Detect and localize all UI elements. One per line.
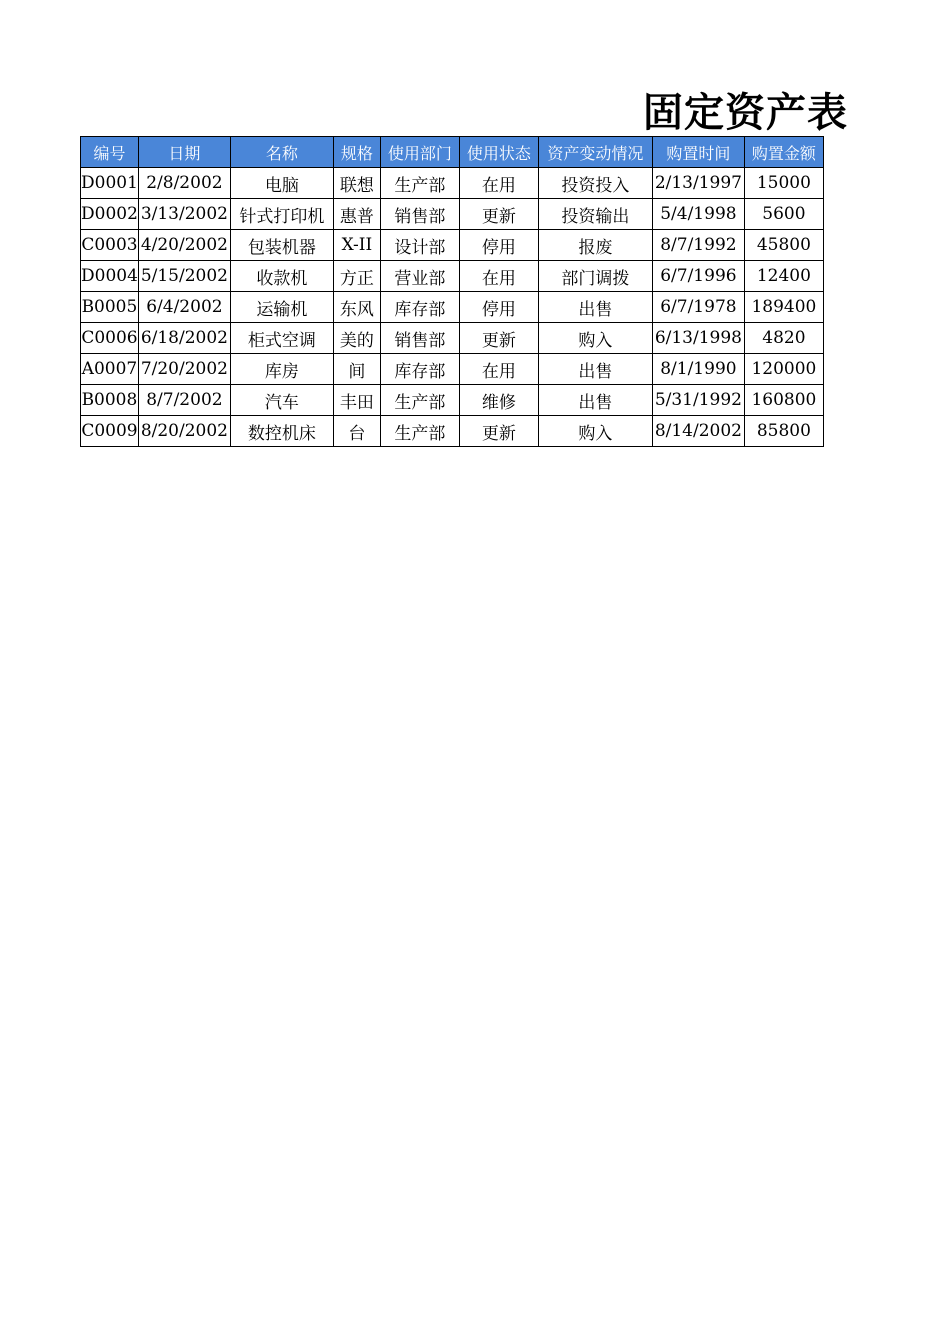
cell-status[interactable]: 更新 [459, 416, 538, 447]
cell-purchase-date[interactable]: 8/1/1990 [652, 354, 744, 385]
table-row [81, 354, 824, 385]
cell-purchase-amount[interactable]: 120000 [744, 354, 823, 385]
cell-department[interactable]: 销售部 [380, 323, 459, 354]
cell-date[interactable]: 3/13/2002 [138, 199, 230, 230]
table-row [81, 385, 824, 416]
cell-purchase-amount[interactable]: 160800 [744, 385, 823, 416]
cell-status[interactable]: 在用 [459, 168, 538, 199]
cell-id[interactable]: C0009 [81, 416, 139, 447]
table-row [81, 416, 824, 447]
table-row [81, 323, 824, 354]
cell-department[interactable]: 生产部 [380, 416, 459, 447]
cell-id[interactable]: D0001 [81, 168, 139, 199]
cell-change[interactable]: 投资投入 [538, 168, 652, 199]
cell-change[interactable]: 投资输出 [538, 199, 652, 230]
cell-purchase-date[interactable]: 6/7/1978 [652, 292, 744, 323]
cell-id[interactable]: C0006 [81, 323, 139, 354]
cell-spec[interactable]: 台 [333, 416, 380, 447]
cell-name[interactable]: 数控机床 [230, 416, 333, 447]
cell-status[interactable]: 更新 [459, 323, 538, 354]
cell-spec[interactable]: 东风 [333, 292, 380, 323]
cell-id[interactable]: B0005 [81, 292, 139, 323]
cell-id[interactable]: D0002 [81, 199, 139, 230]
cell-spec[interactable]: 惠普 [333, 199, 380, 230]
cell-spec[interactable]: 美的 [333, 323, 380, 354]
cell-purchase-amount[interactable]: 5600 [744, 199, 823, 230]
cell-name[interactable]: 柜式空调 [230, 323, 333, 354]
cell-purchase-amount[interactable]: 45800 [744, 230, 823, 261]
cell-date[interactable]: 8/7/2002 [138, 385, 230, 416]
column-header-spec[interactable]: 规格 [333, 137, 380, 168]
cell-date[interactable]: 6/4/2002 [138, 292, 230, 323]
cell-department[interactable]: 销售部 [380, 199, 459, 230]
table-row [81, 230, 824, 261]
cell-purchase-date[interactable]: 5/31/1992 [652, 385, 744, 416]
cell-status[interactable]: 在用 [459, 261, 538, 292]
cell-spec[interactable]: 联想 [333, 168, 380, 199]
cell-name[interactable]: 运输机 [230, 292, 333, 323]
cell-purchase-date[interactable]: 5/4/1998 [652, 199, 744, 230]
cell-id[interactable]: A0007 [81, 354, 139, 385]
cell-change[interactable]: 部门调拨 [538, 261, 652, 292]
cell-spec[interactable]: X-II [333, 230, 380, 261]
cell-purchase-date[interactable]: 8/7/1992 [652, 230, 744, 261]
cell-change[interactable]: 购入 [538, 323, 652, 354]
column-header-name[interactable]: 名称 [230, 137, 333, 168]
cell-date[interactable]: 4/20/2002 [138, 230, 230, 261]
cell-purchase-amount[interactable]: 189400 [744, 292, 823, 323]
cell-date[interactable]: 2/8/2002 [138, 168, 230, 199]
table-row [81, 199, 824, 230]
table-row [81, 168, 824, 199]
cell-purchase-date[interactable]: 6/13/1998 [652, 323, 744, 354]
cell-purchase-date[interactable]: 8/14/2002 [652, 416, 744, 447]
cell-change[interactable]: 出售 [538, 385, 652, 416]
cell-spec[interactable]: 丰田 [333, 385, 380, 416]
column-header-department[interactable]: 使用部门 [380, 137, 459, 168]
cell-purchase-date[interactable]: 2/13/1997 [652, 168, 744, 199]
title-clip [643, 88, 848, 138]
column-header-date[interactable]: 日期 [138, 137, 230, 168]
header-row [81, 137, 824, 168]
cell-name[interactable]: 收款机 [230, 261, 333, 292]
column-header-id[interactable]: 编号 [81, 137, 139, 168]
cell-department[interactable]: 生产部 [380, 385, 459, 416]
column-header-purchase-date[interactable]: 购置时间 [652, 137, 744, 168]
cell-department[interactable]: 设计部 [380, 230, 459, 261]
cell-date[interactable]: 6/18/2002 [138, 323, 230, 354]
table-row [81, 292, 824, 323]
cell-department[interactable]: 生产部 [380, 168, 459, 199]
cell-purchase-amount[interactable]: 4820 [744, 323, 823, 354]
column-header-status[interactable]: 使用状态 [459, 137, 538, 168]
cell-purchase-date[interactable]: 6/7/1996 [652, 261, 744, 292]
cell-department[interactable]: 库存部 [380, 292, 459, 323]
asset-table [80, 136, 824, 447]
column-header-purchase-amount[interactable]: 购置金额 [744, 137, 823, 168]
cell-id[interactable]: D0004 [81, 261, 139, 292]
cell-change[interactable]: 出售 [538, 354, 652, 385]
cell-spec[interactable]: 方正 [333, 261, 380, 292]
cell-status[interactable]: 更新 [459, 199, 538, 230]
cell-change[interactable]: 购入 [538, 416, 652, 447]
table-body [81, 168, 824, 447]
cell-date[interactable]: 7/20/2002 [138, 354, 230, 385]
cell-name[interactable]: 汽车 [230, 385, 333, 416]
cell-purchase-amount[interactable]: 85800 [744, 416, 823, 447]
table-header [81, 137, 824, 168]
cell-status[interactable]: 停用 [459, 292, 538, 323]
page-title: 固定资产表 [643, 90, 848, 136]
cell-spec[interactable]: 间 [333, 354, 380, 385]
cell-status[interactable]: 停用 [459, 230, 538, 261]
cell-department[interactable]: 营业部 [380, 261, 459, 292]
cell-change[interactable]: 出售 [538, 292, 652, 323]
cell-purchase-amount[interactable]: 12400 [744, 261, 823, 292]
cell-name[interactable]: 包装机器 [230, 230, 333, 261]
cell-name[interactable]: 电脑 [230, 168, 333, 199]
cell-id[interactable]: B0008 [81, 385, 139, 416]
cell-date[interactable]: 5/15/2002 [138, 261, 230, 292]
cell-name[interactable]: 针式打印机 [230, 199, 333, 230]
cell-name[interactable]: 库房 [230, 354, 333, 385]
table-row [81, 261, 824, 292]
cell-department[interactable]: 库存部 [380, 354, 459, 385]
column-header-change[interactable]: 资产变动情况 [538, 137, 652, 168]
cell-status[interactable]: 在用 [459, 354, 538, 385]
cell-purchase-amount[interactable]: 15000 [744, 168, 823, 199]
cell-status[interactable]: 维修 [459, 385, 538, 416]
cell-id[interactable]: C0003 [81, 230, 139, 261]
cell-change[interactable]: 报废 [538, 230, 652, 261]
cell-date[interactable]: 8/20/2002 [138, 416, 230, 447]
